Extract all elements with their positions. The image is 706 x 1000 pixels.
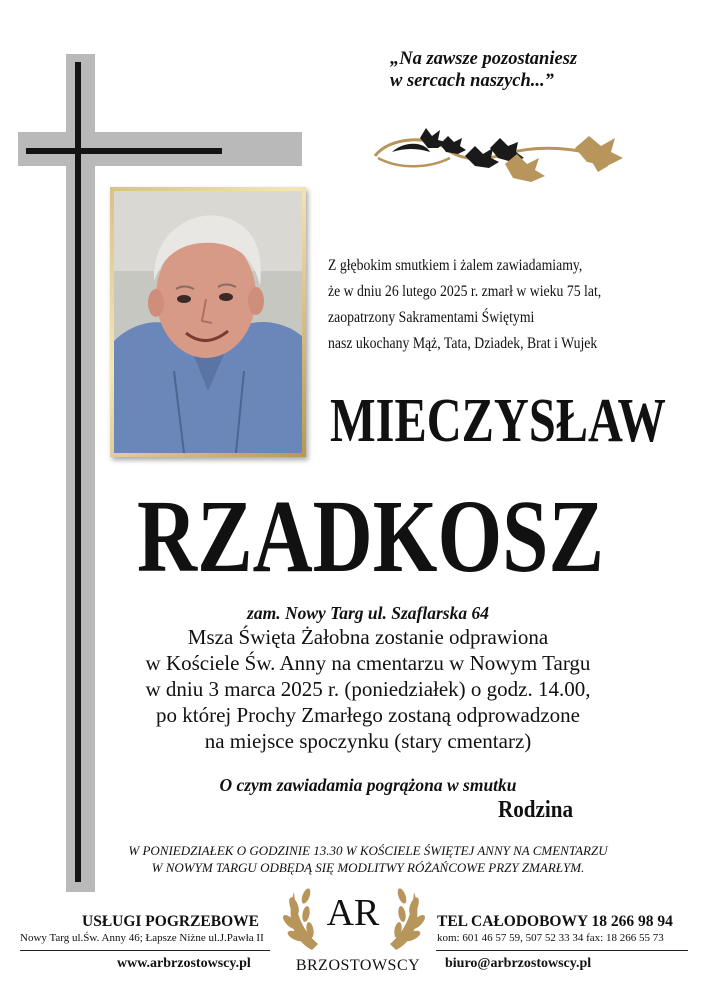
logo-initials: AR (326, 892, 380, 934)
intro-line-2: że w dniu 26 lutego 2025 r. zmarł w wieku 75 lat, (328, 283, 602, 300)
funeral-service-address: Nowy Targ ul.Św. Anny 46; Łapsze Niżne ul.J.Pawła II (20, 932, 264, 944)
rosary-line-2: W NOWYM TARGU ODBĘDĄ SIĘ MODLITWY RÓŻAŃCOWE PRZY ZMARŁYM. (151, 860, 585, 875)
cross-line-vertical (75, 62, 81, 882)
intro-line-4: nasz ukochany Mąż, Tata, Dziadek, Brat i Wujek (328, 335, 598, 352)
funeral-service-title: USŁUGI POGRZEBOWE (82, 913, 259, 930)
footer-divider-right (436, 950, 688, 951)
rosary-line-1: W PONIEDZIAŁEK O GODZINIE 13.30 W KOŚCIELE ŚWIĘTEJ ANNY NA CMENTARZU (128, 843, 608, 858)
footer-divider-left (20, 950, 270, 951)
website-link[interactable]: www.arbrzostowscy.pl (117, 956, 251, 971)
vine-leaves-ornament-icon (370, 118, 650, 198)
mass-line-4: po której Prochy Zmarłego zostaną odprowadzone (156, 703, 580, 727)
email-link[interactable]: biuro@arbrzostowscy.pl (445, 956, 592, 971)
notify-text: O czym zawiadamia pogrążona w smutku (219, 775, 517, 795)
quote-line-2: w sercach naszych...” (390, 71, 554, 91)
deceased-first-name: MIECZYSŁAW (330, 387, 666, 455)
phone-24h: TEL CAŁODOBOWY 18 266 98 94 (437, 913, 673, 930)
announcement-intro (328, 253, 678, 357)
logo-name: BRZOSTOWSCY (295, 957, 421, 974)
cross-line-horizontal (26, 148, 222, 154)
funeral-mass-info (0, 624, 706, 754)
mass-line-2: w Kościele Św. Anny na cmentarzu w Nowym Targu (145, 651, 591, 675)
intro-line-1: Z głębokim smutkiem i żalem zawiadamiamy, (328, 257, 583, 274)
memorial-quote (360, 48, 680, 92)
mass-line-5: na miejsce spoczynku (stary cmentarz) (204, 729, 532, 753)
mass-line-1: Msza Święta Żałobna zostanie odprawiona (187, 625, 549, 649)
deceased-address: zam. Nowy Targ ul. Szaflarska 64 (247, 603, 489, 623)
portrait-photo (114, 191, 302, 453)
rosary-notice (0, 842, 706, 876)
mass-line-3: w dniu 3 marca 2025 r. (poniedziałek) o godz. 14.00, (145, 677, 591, 701)
quote-line-1: „Na zawsze pozostaniesz (390, 49, 578, 69)
deceased-last-name: RZADKOSZ (137, 479, 604, 594)
phone-numbers: kom: 601 46 57 59, 507 52 33 34 fax: 18 266 55 73 (437, 932, 664, 944)
family-signature: Rodzina (498, 797, 574, 823)
intro-line-3: zaopatrzony Sakramentami Świętymi (328, 309, 535, 326)
